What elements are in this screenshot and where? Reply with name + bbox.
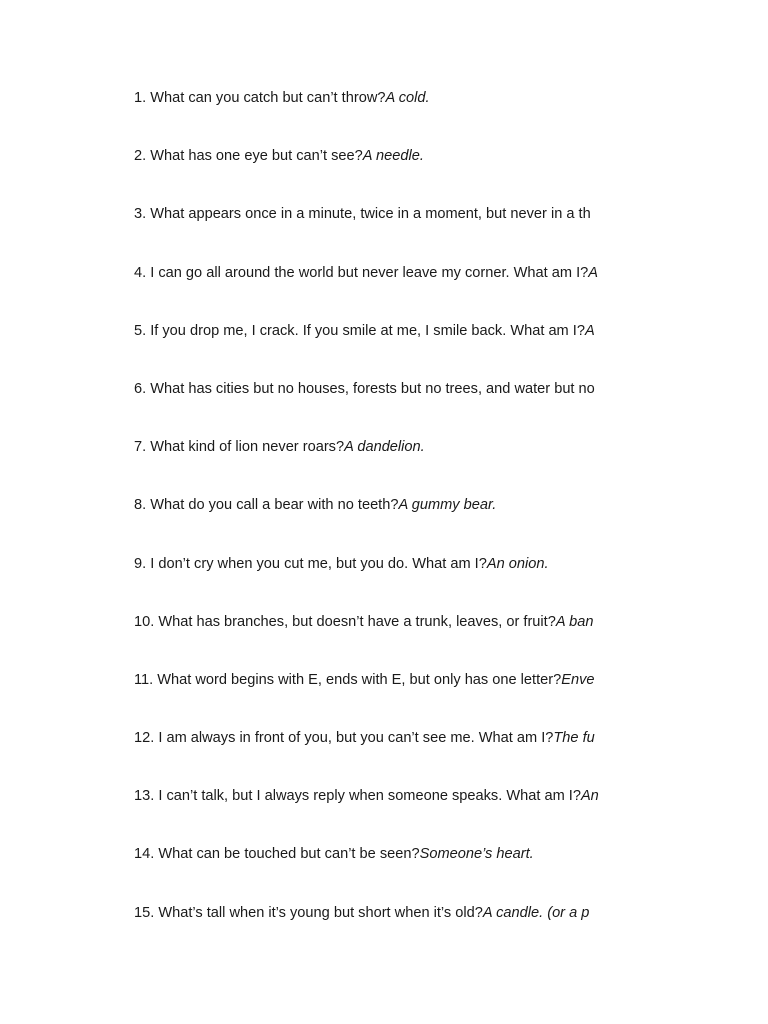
riddle-item xyxy=(134,321,614,379)
riddle-question: 6. What has cities but no houses, forests but no trees, and water but no xyxy=(134,380,595,397)
riddle-question: 8. What do you call a bear with no teeth? xyxy=(134,497,399,514)
riddle-answer: A needle. xyxy=(362,148,424,165)
riddle-answer: A ban xyxy=(555,613,594,630)
riddle-item xyxy=(134,728,614,786)
riddle-item xyxy=(134,844,614,902)
riddle-answer: A xyxy=(588,264,599,281)
riddle-question: 4. I can go all around the world but never leave my corner. What am I? xyxy=(134,264,589,281)
riddle-question: 5. If you drop me, I crack. If you smile at me, I smile back. What am I? xyxy=(134,322,585,339)
riddle-question: 1. What can you catch but can’t throw? xyxy=(134,90,386,106)
riddle-list xyxy=(134,88,614,961)
riddle-item xyxy=(134,786,614,844)
riddle-question: 7. What kind of lion never roars? xyxy=(134,439,345,456)
riddle-item xyxy=(134,612,614,670)
riddle-item xyxy=(134,204,614,262)
riddle-question: 3. What appears once in a minute, twice in a moment, but never in a th xyxy=(134,206,591,223)
riddle-question: 15. What’s tall when it’s young but short when it’s old? xyxy=(134,904,483,921)
riddle-item xyxy=(134,379,614,437)
riddle-answer: Someone’s heart. xyxy=(419,846,534,863)
riddle-item xyxy=(134,437,614,495)
riddle-item xyxy=(134,88,614,146)
riddle-answer: The fu xyxy=(553,730,595,747)
riddle-answer: A candle. (or a p xyxy=(482,904,590,921)
riddle-answer: Enve xyxy=(561,671,595,688)
riddle-question: 14. What can be touched but can’t be seen? xyxy=(134,846,420,863)
riddle-question: 9. I don’t cry when you cut me, but you do. What am I? xyxy=(134,555,487,572)
riddle-question: 2. What has one eye but can’t see? xyxy=(134,148,363,165)
riddle-answer: An onion. xyxy=(486,555,549,572)
riddle-question: 10. What has branches, but doesn’t have a trunk, leaves, or fruit? xyxy=(134,613,556,630)
riddle-answer: An xyxy=(580,788,599,805)
riddle-question: 12. I am always in front of you, but you can’t see me. What am I? xyxy=(134,730,554,747)
riddle-answer: A cold. xyxy=(385,90,430,106)
riddle-answer: A dandelion. xyxy=(344,439,425,456)
riddle-answer: A xyxy=(584,322,595,339)
riddle-item xyxy=(134,495,614,553)
riddle-item xyxy=(134,670,614,728)
riddle-item xyxy=(134,146,614,204)
riddle-answer: A gummy bear. xyxy=(398,497,497,514)
riddle-question: 13. I can’t talk, but I always reply when someone speaks. What am I? xyxy=(134,788,581,805)
riddle-item xyxy=(134,554,614,612)
riddle-item xyxy=(134,903,614,961)
riddle-question: 11. What word begins with E, ends with E, but only has one letter? xyxy=(134,671,562,688)
riddle-item xyxy=(134,263,614,321)
